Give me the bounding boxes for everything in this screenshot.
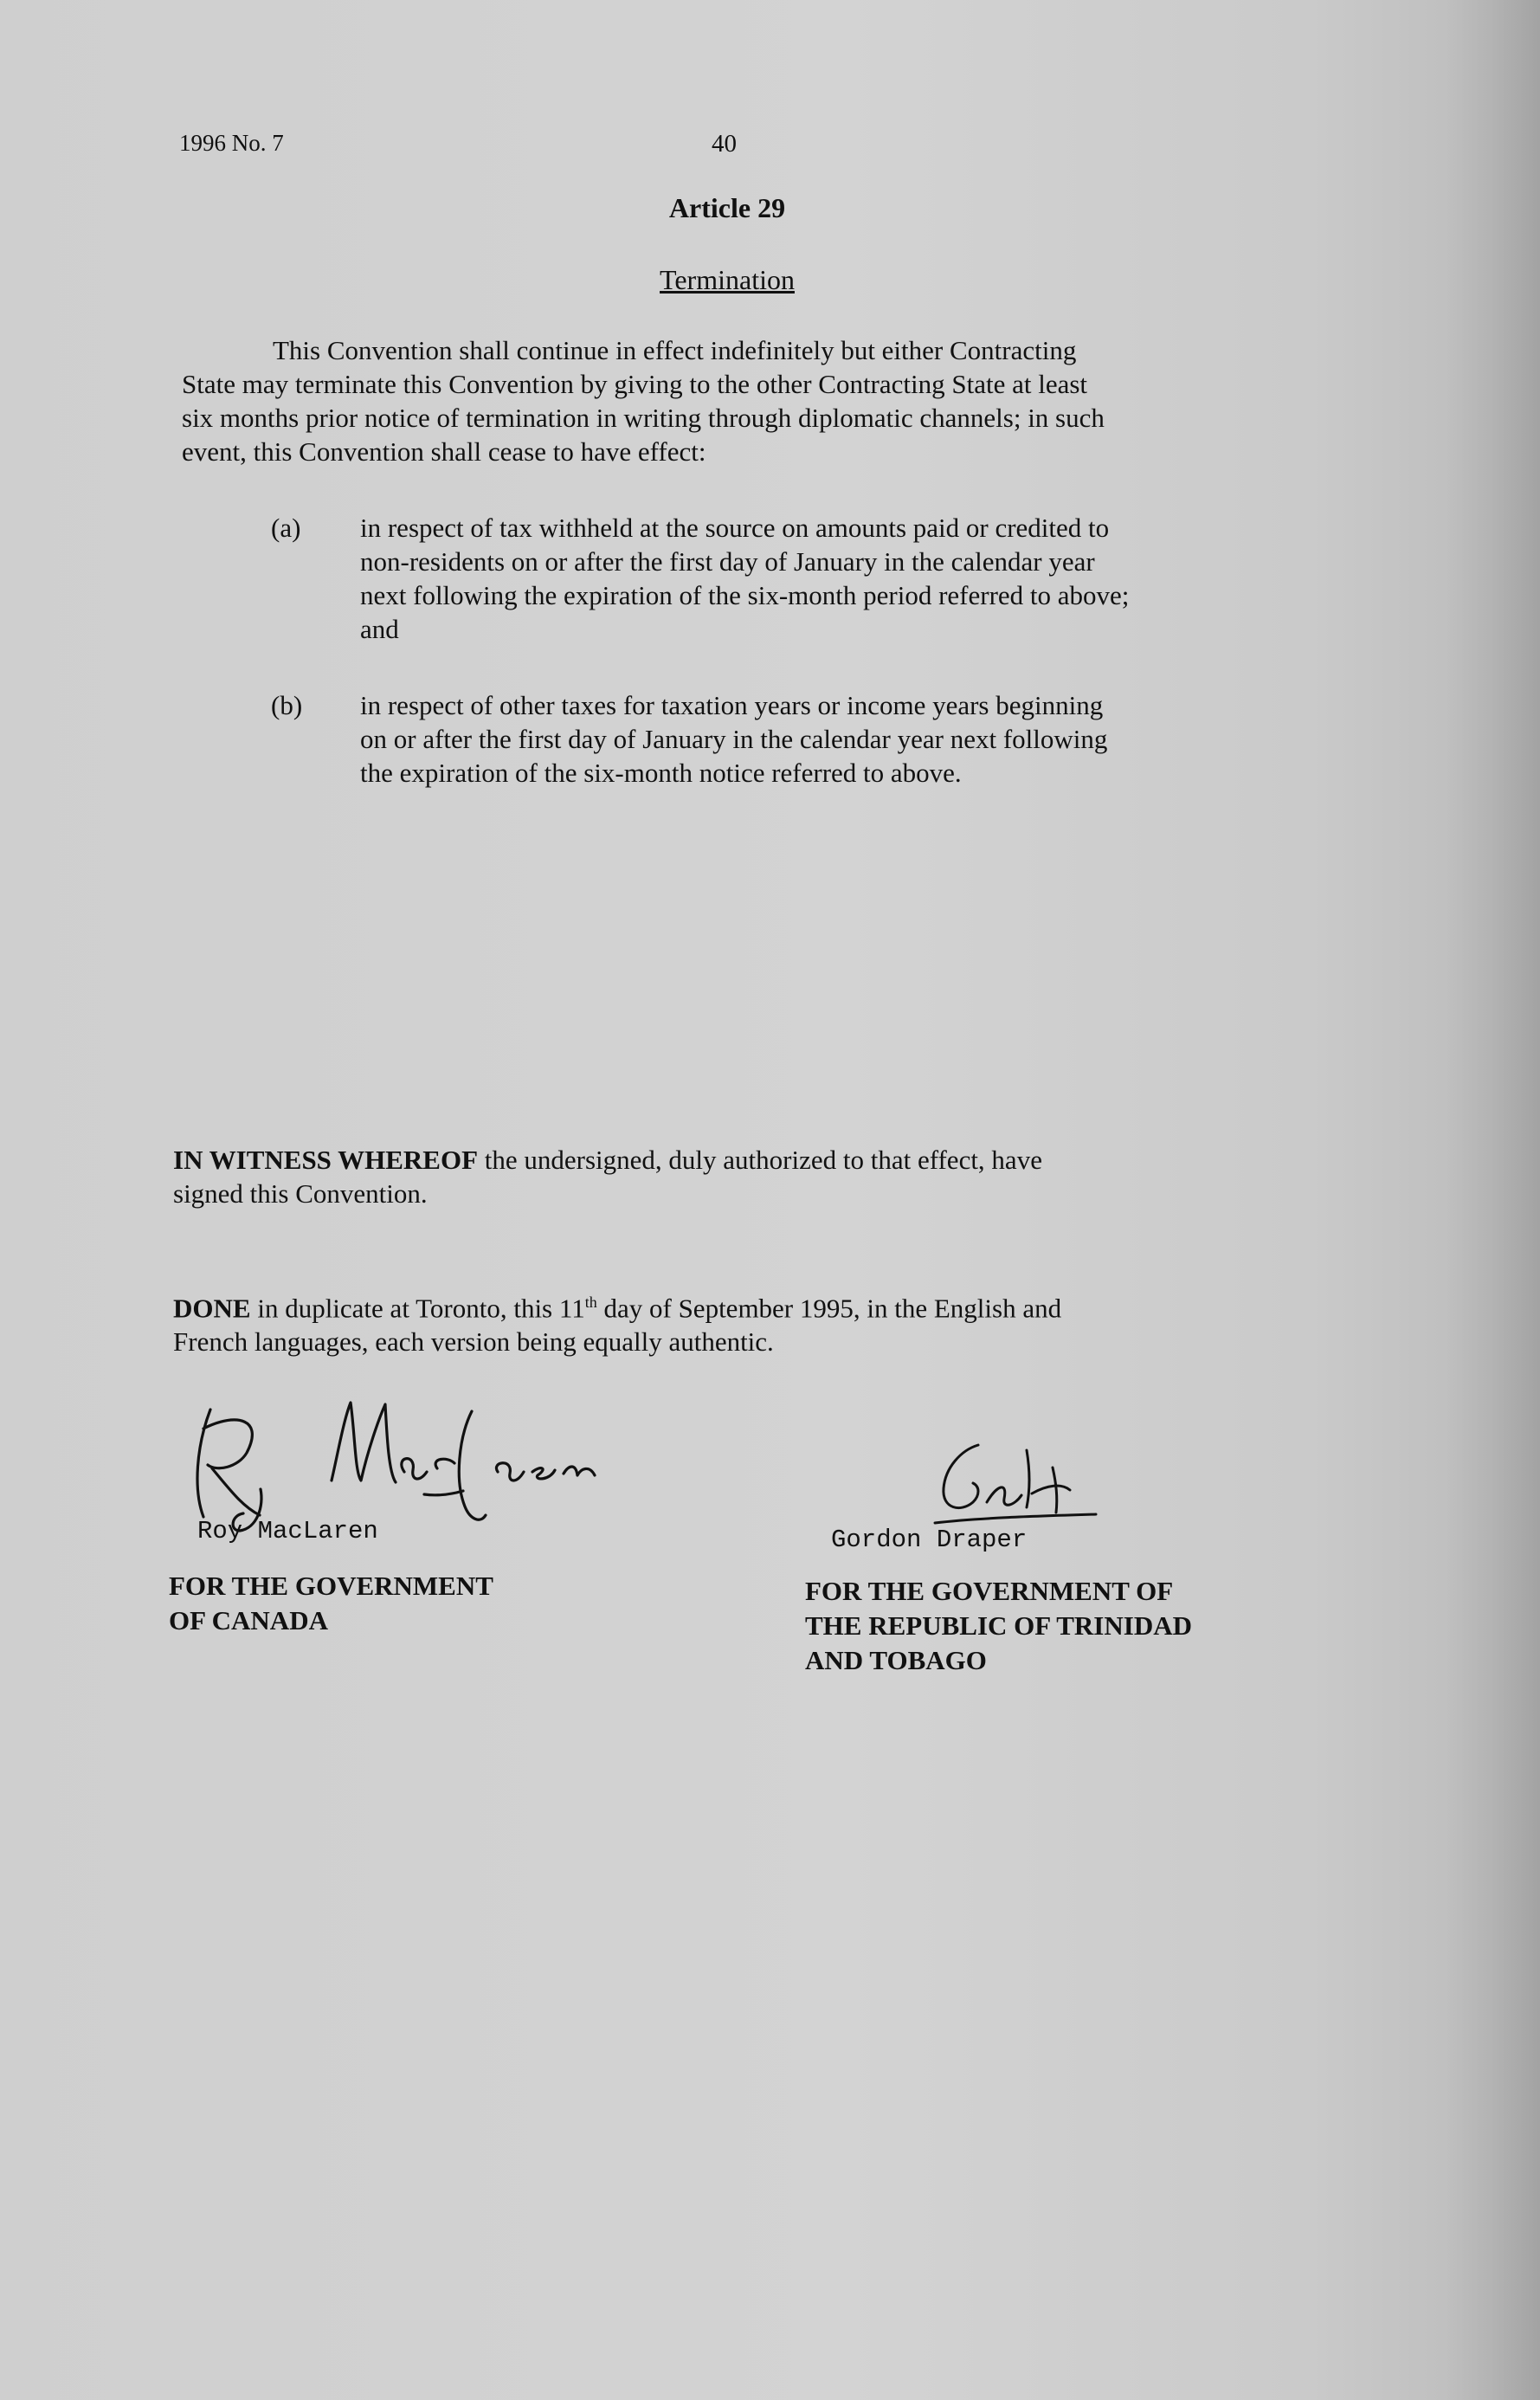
witness-lead: IN WITNESS WHEREOF [173, 1145, 479, 1175]
page-number: 40 [712, 130, 737, 158]
witness-clause [173, 1143, 1298, 1210]
witness-line-1 [173, 1143, 1298, 1177]
item-b-line-1: in respect of other taxes for taxation years or income years beginning [360, 690, 1104, 720]
item-a-line-3: next following the expiration of the six-month period referred to above; [360, 580, 1130, 610]
done-line-1 [173, 1286, 1298, 1325]
done-line-1-b: day of September 1995, in the English and [596, 1293, 1062, 1324]
done-line-2: French languages, each version being equally authentic. [173, 1326, 774, 1358]
right-gov-line-1: FOR THE GOVERNMENT OF [805, 1576, 1174, 1606]
intro-line-3: six months prior notice of termination in writing through diplomatic channels; in such [182, 403, 1105, 433]
left-gov-line-2: OF CANADA [169, 1605, 328, 1635]
done-ordinal-suffix: th [584, 1294, 597, 1311]
item-b-line-3: the expiration of the six-month notice referred to above. [360, 758, 962, 788]
page-edge-shadow [1445, 0, 1540, 2400]
item-a-label: (a) [271, 513, 301, 543]
witness-line-2: signed this Convention. [173, 1178, 428, 1209]
item-a-line-1: in respect of tax withheld at the source on amounts paid or credited to [360, 513, 1110, 543]
article-subtitle: Termination [660, 264, 795, 295]
left-gov-line-1: FOR THE GOVERNMENT [169, 1571, 493, 1601]
signatory-right-government [805, 1574, 1192, 1678]
done-clause [173, 1286, 1298, 1358]
done-lead: DONE [173, 1293, 251, 1324]
termination-intro-paragraph [182, 333, 1264, 468]
item-a-line-4: and [360, 614, 399, 644]
article-title: Article 29 [668, 192, 786, 223]
item-a-line-2: non-residents on or after the first day of January in the calendar year [360, 546, 1095, 577]
signatory-right-name: Gordon Draper [831, 1526, 1028, 1554]
right-gov-line-2: THE REPUBLIC OF TRINIDAD [805, 1610, 1192, 1641]
item-b-text [360, 688, 1278, 790]
item-b-line-2: on or after the first day of January in the calendar year next following [360, 724, 1108, 754]
item-b-label: (b) [271, 690, 303, 720]
intro-line-1: This Convention shall continue in effect indefinitely but either Contracting [273, 335, 1077, 365]
intro-line-4: event, this Convention shall cease to have effect: [182, 436, 706, 467]
witness-line-1-rest: the undersigned, duly authorized to that effect, have [478, 1145, 1042, 1175]
right-gov-line-3: AND TOBAGO [805, 1645, 987, 1675]
signatory-left-government [169, 1569, 493, 1638]
signatory-left-name: Roy MacLaren [197, 1517, 378, 1545]
item-a-text [360, 511, 1278, 646]
publication-reference: 1996 No. 7 [179, 130, 284, 156]
done-line-1-a: in duplicate at Toronto, this 11 [250, 1293, 585, 1324]
intro-line-2: State may terminate this Convention by giving to the other Contracting State at least [182, 369, 1088, 399]
